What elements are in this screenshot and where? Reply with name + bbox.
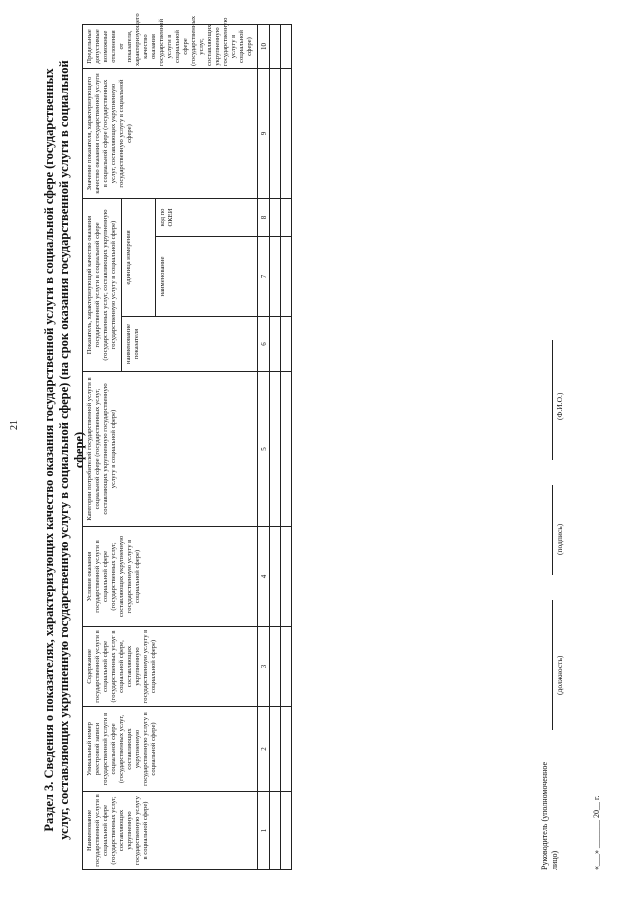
table-cell — [281, 237, 292, 317]
date-line: «___» _______ 20__ г. — [592, 795, 601, 870]
table-cell — [281, 372, 292, 527]
table-cell — [281, 25, 292, 69]
table-cell — [270, 792, 281, 870]
table-cell — [270, 627, 281, 707]
header-row-1 — [83, 25, 122, 870]
signature-line — [552, 485, 553, 575]
signature-block — [540, 30, 610, 870]
table-cell — [281, 707, 292, 792]
table-cell — [270, 527, 281, 627]
table-cell — [270, 317, 281, 372]
header-indicator-value: Значение показателя, характеризующего качество оказания государственной услуги в социальной сфере (государственных услуг, составляющих укрупненную государственную услугу в социальной сфере) — [83, 69, 258, 199]
table-cell — [270, 199, 281, 237]
page-number: 21 — [9, 420, 20, 430]
table-row — [281, 25, 292, 870]
table-cell — [281, 199, 292, 237]
col-number: 7 — [258, 237, 270, 317]
table-cell — [270, 69, 281, 199]
header-consumers: Категории потребителей государственной услуги в социальной сфере (государственных услуг, составляющих укрупненную государственную услугу в социальной сфере) — [83, 372, 258, 527]
table-cell — [270, 237, 281, 317]
position-caption: (должность) — [555, 655, 564, 695]
table-cell — [281, 792, 292, 870]
header-unit: единица измерения — [122, 199, 156, 317]
col-number: 2 — [258, 707, 270, 792]
col-number: 6 — [258, 317, 270, 372]
col-number: 3 — [258, 627, 270, 707]
header-conditions: Условия оказания государственной услуги в социальной сфере (государственных услуг, составляющих укрупненную государственную услугу в социальной сфере) — [83, 527, 258, 627]
col-number: 1 — [258, 792, 270, 870]
table-cell — [270, 25, 281, 69]
header-service-name: Наименование государственной услуги в социальной сфере (государственных услуг, составляющих укрупненную государственную услугу в социальной сфере) — [83, 792, 258, 870]
table-cell — [270, 372, 281, 527]
table-row — [270, 25, 281, 870]
col-number: 10 — [258, 25, 270, 69]
header-content: Содержание государственной услуги в социальной сфере (государственных услуг в социальной сфере, составляющих укрупненную государственную услугу в социальной сфере) — [83, 627, 258, 707]
column-number-row — [258, 25, 270, 870]
col-number: 5 — [258, 372, 270, 527]
signature-caption: (подпись) — [555, 523, 564, 555]
header-indicator: Показатель, характеризующий качество оказания государственной услуги в социальной сфере (государственных услуг, составляющих укрупненную государственную услугу в социальной сфере) — [83, 199, 122, 372]
header-unit-name: наименование — [156, 237, 258, 317]
table-cell — [281, 317, 292, 372]
col-number: 8 — [258, 199, 270, 237]
col-number: 9 — [258, 69, 270, 199]
header-deviation: Предельные допустимые возможные отклонения от показателя, характеризующего качество оказания государственной услуги в социальной сфере (государственных услуг, составляющих укрупненную государственную услугу в социальной сфере) — [83, 25, 258, 69]
col-number: 4 — [258, 527, 270, 627]
quality-indicators-table — [82, 13, 292, 870]
table-cell — [281, 527, 292, 627]
fio-caption: (Ф.И.О.) — [555, 392, 564, 420]
table-cell — [270, 707, 281, 792]
header-registry-number: Уникальный номер реестровой записи государственной услуги в социальной сфере (государственных услуг, составляющих укрупненную государственную услугу в социальной сфере) — [83, 707, 258, 792]
header-okei-code: код по ОКЕИ — [156, 199, 258, 237]
table-cell — [281, 627, 292, 707]
position-line — [552, 600, 553, 730]
fio-line — [552, 340, 553, 460]
table-cell — [281, 69, 292, 199]
section-title: Раздел 3. Сведения о показателях, характеризующих качество оказания государственной услуги в социальной сфере (государственных услуг, составляющих укрупненную государственную услугу в социальной сфере) (на срок оказания государственной услуги в социальной сфере) — [42, 60, 86, 840]
signer-role: Руководитель (уполномоченное лицо) — [540, 761, 559, 870]
header-indicator-name: наименование показателя — [122, 317, 258, 372]
